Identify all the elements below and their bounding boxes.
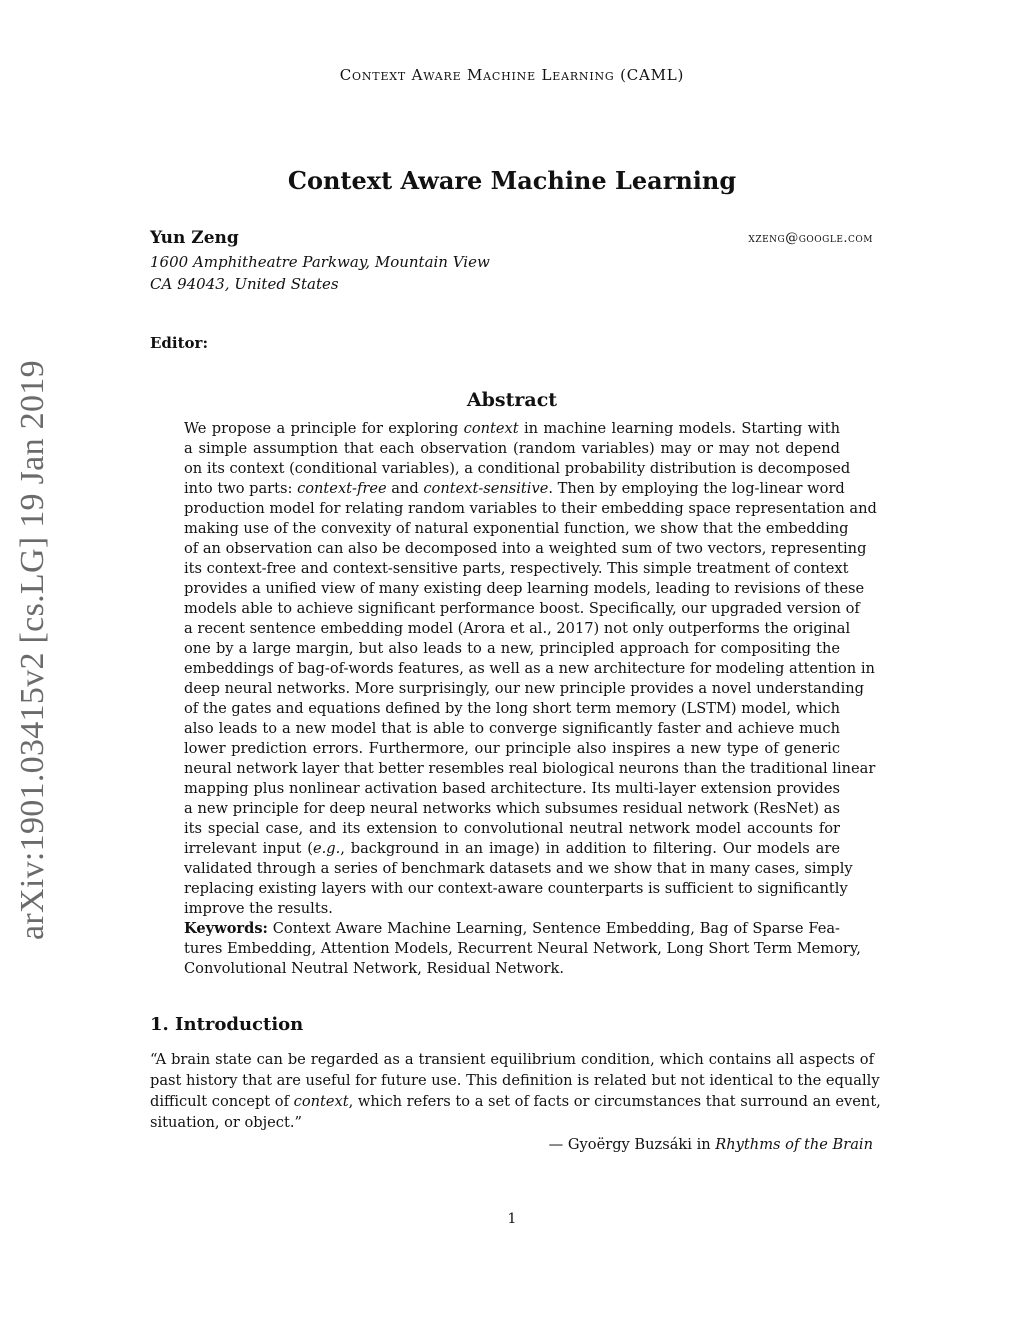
abstract-line: models able to achieve significant performance boost. Specifically, our upgraded version of	[184, 600, 860, 617]
author-name: Yun Zeng	[150, 228, 239, 248]
abstract-line: validated through a series of benchmark datasets and we show that in many cases, simply	[184, 860, 853, 877]
quote-line: difficult concept of context, which refers to a set of facts or circumstances that surround an event,	[150, 1093, 881, 1110]
abstract-line: replacing existing layers with our context-aware counterparts is sufficient to significantly	[184, 880, 848, 897]
abstract-line: deep neural networks. More surprisingly, our new principle provides a novel understanding	[184, 680, 865, 697]
abstract-line: its context-free and context-sensitive parts, respectively. This simple treatment of context	[184, 560, 849, 577]
keywords-line: Keywords: Context Aware Machine Learning, Sentence Embedding, Bag of Sparse Fea-	[184, 920, 840, 937]
quote-line: situation, or object.”	[150, 1114, 302, 1131]
abstract-line: mapping plus nonlinear activation based architecture. Its multi-layer extension provides	[184, 780, 840, 797]
abstract-body	[184, 419, 877, 979]
quote-line: past history that are useful for future use. This definition is related but not identical to the equally	[150, 1072, 880, 1089]
abstract-line: into two parts: context-free and context-sensitive. Then by employing the log-linear word	[184, 480, 845, 497]
keywords-label: Keywords:	[184, 920, 268, 937]
abstract-line: of an observation can also be decomposed into a weighted sum of two vectors, representing	[184, 540, 867, 557]
arxiv-identifier-stamp: arXiv:1901.03415v2 [cs.LG] 19 Jan 2019	[14, 360, 51, 940]
quote-line: “A brain state can be regarded as a transient equilibrium condition, which contains all aspects of	[150, 1051, 874, 1068]
abstract-line: a simple assumption that each observation (random variables) may or may not depend	[184, 440, 840, 457]
quote-attribution: — Gyoërgy Buzsáki in Rhythms of the Brain	[548, 1136, 873, 1153]
abstract-line: lower prediction errors. Furthermore, our principle also inspires a new type of generic	[184, 740, 840, 757]
keywords-line: Convolutional Neutral Network, Residual Network.	[184, 960, 565, 977]
abstract-line: a new principle for deep neural networks which subsumes residual network (ResNet) as	[184, 800, 840, 817]
author-address-line1: 1600 Amphitheatre Parkway, Mountain View	[150, 253, 490, 271]
author-email: xzeng@google.com	[748, 231, 873, 246]
keywords-line: tures Embedding, Attention Models, Recurrent Neural Network, Long Short Term Memory,	[184, 940, 861, 957]
abstract-line: also leads to a new model that is able to converge significantly faster and achieve much	[184, 720, 840, 737]
abstract-heading: Abstract	[466, 389, 558, 411]
running-head: Context Aware Machine Learning (CAML)	[339, 66, 685, 84]
author-address-line2: CA 94043, United States	[150, 275, 339, 293]
abstract-line: embeddings of bag-of-words features, as well as a new architecture for modeling attention in	[184, 660, 875, 677]
abstract-line: its special case, and its extension to convolutional neutral network model accounts for	[184, 820, 840, 837]
abstract-line: one by a large margin, but also leads to a new, principled approach for compositing the	[184, 640, 840, 657]
abstract-line: making use of the convexity of natural exponential function, we show that the embedding	[184, 520, 849, 537]
paper-title: Context Aware Machine Learning	[287, 166, 737, 195]
abstract-line: on its context (conditional variables), a conditional probability distribution is decomposed	[184, 460, 851, 477]
epigraph-quote	[150, 1049, 881, 1133]
abstract-line: production model for relating random variables to their embedding space representation and	[184, 500, 877, 517]
abstract-line: improve the results.	[184, 900, 333, 917]
editor-label: Editor:	[150, 334, 208, 352]
abstract-line: a recent sentence embedding model (Arora et al., 2017) not only outperforms the original	[184, 620, 851, 637]
abstract-line: irrelevant input (e.g., background in an image) in addition to filtering. Our models are	[184, 840, 840, 857]
abstract-line: provides a unified view of many existing deep learning models, leading to revisions of these	[184, 580, 865, 597]
abstract-line: neural network layer that better resembles real biological neurons than the traditional linear	[184, 760, 876, 777]
page-number: 1	[507, 1211, 517, 1227]
section-heading-introduction: 1. Introduction	[150, 1014, 304, 1035]
abstract-line: of the gates and equations defined by the long short term memory (LSTM) model, which	[184, 700, 840, 717]
abstract-line: We propose a principle for exploring context in machine learning models. Starting with	[184, 420, 840, 437]
